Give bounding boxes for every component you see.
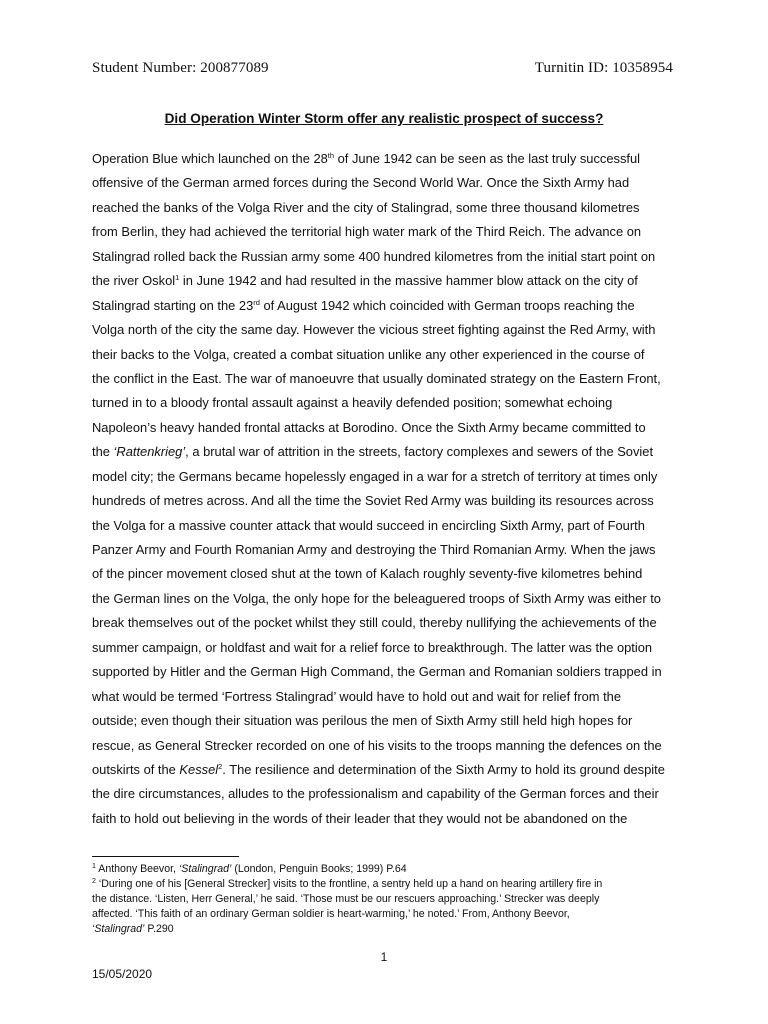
- student-number: Student Number: 200877089: [92, 60, 269, 76]
- essay-body: [92, 147, 677, 831]
- body-line: model city; the Germans became hopelessly engaged in a war for a stretch of territory at times only: [92, 468, 658, 484]
- body-line: outskirts of the Kessel$^2$. The resilience and determination of the Sixth Army to hold its ground despite: [92, 761, 665, 777]
- body-line: the river Oskol$^1$ in June 1942 and had resulted in the massive hammer blow attack on the city of: [92, 273, 638, 289]
- body-line: rescue, as General Strecker recorded on one of his visits to the troops manning the defences on the: [92, 737, 662, 753]
- footnote-1: $^1$ Anthony Beevor, ‘Stalingrad’ (London, Penguin Books; 1999) P.64: [92, 863, 407, 875]
- body-line: Operation Blue which launched on the 28th of June 1942 can be seen as the last truly successful: [92, 151, 641, 166]
- body-line: the conflict in the East. The war of manoeuvre that usually dominated strategy on the Eastern Front,: [92, 370, 661, 386]
- body-line: summer campaign, or holdfast and wait for a relief force to breakthrough. The latter was the option: [92, 639, 653, 655]
- footnote-2-line: ‘Stalingrad’ P.290: [92, 923, 174, 936]
- body-line: faith to hold out believing in the words of their leader that they would not be abandoned on the: [92, 810, 628, 826]
- body-line: Napoleon’s heavy handed frontal attacks at Borodino. Once the Sixth Army became committed to: [92, 419, 646, 435]
- body-line: offensive of the German armed forces during the Second World War. Once the Sixth Army had: [92, 175, 630, 191]
- body-line: reached the banks of the Volga River and the city of Stalingrad, some three thousand kilometres: [92, 199, 640, 215]
- body-line: the dire circumstances, alludes to the professionalism and capability of the German forces and their: [92, 786, 659, 802]
- footnote-2-line: affected. ‘This faith of an ordinary German soldier is heart-warming,’ he noted.’ From, Anthony Beevor,: [92, 908, 570, 921]
- body-line: from Berlin, they had achieved the territorial high water mark of the Third Reich. The advance on: [92, 224, 642, 240]
- essay-title: Did Operation Winter Storm offer any realistic prospect of success?: [164, 111, 604, 126]
- body-line: what would be termed ‘Fortress Stalingrad’ would have to hold out and wait for relief from the: [92, 688, 622, 704]
- body-line: break themselves out of the pocket whilst they still could, thereby nullifying the achievements of the: [92, 615, 657, 631]
- turnitin-id: Turnitin ID: 10358954: [534, 60, 673, 76]
- footnote-ref-2: 2: [218, 761, 223, 771]
- footer-date: 15/05/2020: [92, 967, 153, 981]
- body-line: of the pincer movement closed shut at the town of Kalach roughly seventy-five kilometres behind: [92, 566, 643, 582]
- body-line: the German lines on the Volga, the only hope for the beleaguered troops of Sixth Army was either to: [92, 590, 661, 606]
- body-line: the Volga for a massive counter attack that would succeed in encircling Sixth Army, part of Fourth: [92, 517, 645, 533]
- footnote-2: $^2$ ‘During one of his [General Strecker] visits to the frontline, a sentry held up a hand on hearing artillery fire in: [92, 878, 603, 891]
- body-line: their backs to the Volga, created a combat situation unlike any other experienced in the course of: [92, 346, 645, 362]
- body-line: hundreds of metres across. And all the time the Soviet Red Army was building its resources across: [92, 493, 654, 509]
- body-line: Panzer Army and Fourth Romanian Army and destroying the Third Romanian Army. When the jaws: [92, 542, 656, 557]
- body-line: Stalingrad starting on the 23rd of August 1942 which coincided with German troops reaching the: [92, 297, 635, 313]
- body-line: turned in to a bloody frontal assault against a heavily defended position; somewhat echoing: [92, 395, 613, 411]
- body-line: the ‘Rattenkrieg’, a brutal war of attrition in the streets, factory complexes and sewers of the Soviet: [92, 444, 654, 460]
- footnotes: [92, 862, 682, 937]
- body-line: outside; even though their situation was perilous the men of Sixth Army still held high hopes for: [92, 713, 633, 729]
- footnote-separator: [92, 856, 239, 857]
- body-line: Stalingrad rolled back the Russian army some 400 hundred kilometres from the initial start point on: [92, 248, 656, 264]
- body-line: supported by Hitler and the German High Command, the German and Romanian soldiers trapped in: [92, 664, 662, 680]
- footnote-2-line: the distance. ‘Listen, Herr General,’ he said. ‘Those must be our rescuers approaching.’ Strecker was deeply: [92, 893, 600, 906]
- footnote-ref-1: 1: [175, 273, 180, 283]
- body-line: Volga north of the city the same day. However the vicious street fighting against the Red Army, with: [92, 322, 656, 338]
- page-number: 1: [380, 950, 388, 964]
